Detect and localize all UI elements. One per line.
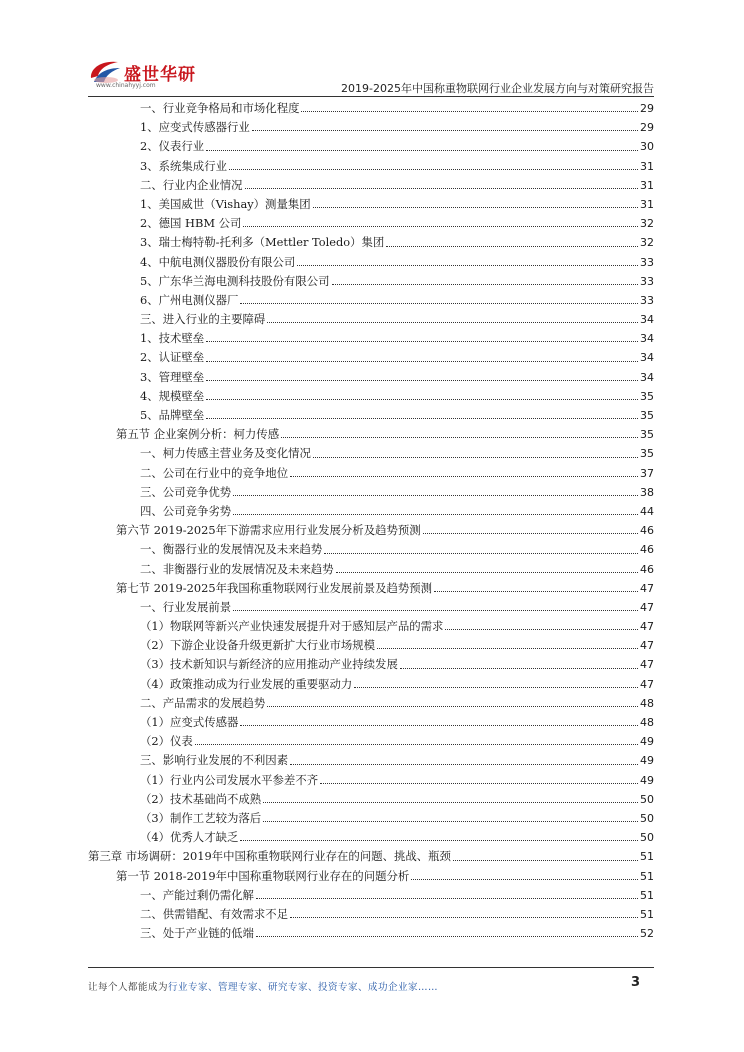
toc-entry-title: 2、德国 HBM 公司 xyxy=(140,216,242,231)
toc-entry-title: 第三章 市场调研：2019年中国称重物联网行业存在的问题、挑战、瓶颈 xyxy=(88,849,451,864)
toc-dot-leader xyxy=(240,303,638,304)
toc-dot-leader xyxy=(206,399,638,400)
toc-dot-leader xyxy=(206,341,638,342)
toc-entry[interactable] xyxy=(88,561,654,580)
toc-entry-title: 一、行业竞争格局和市场化程度 xyxy=(140,101,300,115)
toc-dot-leader xyxy=(324,553,638,554)
toc-entry[interactable] xyxy=(88,676,654,695)
page-header xyxy=(88,52,654,96)
toc-entry[interactable] xyxy=(88,349,654,368)
toc-entry-page: 34 xyxy=(640,332,654,346)
toc-entry-page: 33 xyxy=(640,293,654,307)
toc-entry-page: 35 xyxy=(640,447,654,461)
toc-entry-page: 47 xyxy=(640,620,654,634)
toc-entry-title: 第五节 企业案例分析：柯力传感 xyxy=(116,427,280,442)
toc-entry[interactable] xyxy=(88,868,654,887)
toc-entry-page: 51 xyxy=(640,869,654,883)
toc-entry[interactable] xyxy=(88,503,654,522)
toc-entry[interactable] xyxy=(88,752,654,771)
toc-entry-page: 49 xyxy=(640,773,654,787)
toc-entry-title: （4）优秀人才缺乏 xyxy=(140,830,239,845)
toc-entry-title: 二、公司在行业中的竞争地位 xyxy=(140,465,289,480)
toc-entry-page: 35 xyxy=(640,389,654,403)
toc-entry-title: 三、影响行业发展的不利因素 xyxy=(140,753,289,768)
toc-entry-title: （2）仪表 xyxy=(140,734,193,749)
toc-entry-page: 33 xyxy=(640,255,654,269)
toc-entry-page: 47 xyxy=(640,639,654,653)
toc-entry[interactable] xyxy=(88,791,654,810)
toc-entry-page: 46 xyxy=(640,562,654,576)
toc-entry-title: 二、产品需求的发展趋势 xyxy=(140,695,266,710)
toc-entry-title: 4、中航电测仪器股份有限公司 xyxy=(140,254,296,269)
toc-dot-leader xyxy=(256,936,638,937)
toc-entry[interactable] xyxy=(88,388,654,407)
toc-entry-title: （1）应变式传感器 xyxy=(140,715,239,729)
toc-entry-title: 4、规模壁垒 xyxy=(140,388,205,403)
toc-dot-leader xyxy=(195,744,638,745)
toc-entry[interactable] xyxy=(88,637,654,656)
toc-entry-title: （2）下游企业设备升级更新扩大行业市场规模 xyxy=(140,638,376,653)
toc-entry[interactable] xyxy=(88,522,654,541)
toc-entry-page: 46 xyxy=(640,543,654,557)
toc-entry-page: 48 xyxy=(640,716,654,729)
slogan-highlight: 行业专家、管理专家、研究专家、投资专家、成功企业家…… xyxy=(168,982,439,993)
toc-entry-title: 2、仪表行业 xyxy=(140,139,205,154)
toc-entry-title: 3、系统集成行业 xyxy=(140,158,227,173)
toc-entry-page: 47 xyxy=(640,677,654,691)
toc-dot-leader xyxy=(453,860,638,861)
toc-entry-title: （4）政策推动成为行业发展的重要驱动力 xyxy=(140,676,353,691)
toc-entry-title: 5、广东华兰海电测科技股份有限公司 xyxy=(140,273,330,288)
toc-entry[interactable] xyxy=(88,215,654,234)
toc-entry-title: 三、公司竞争优势 xyxy=(140,484,232,499)
toc-entry-title: 一、行业发展前景 xyxy=(140,599,232,614)
toc-entry-page: 31 xyxy=(640,197,654,211)
toc-entry-title: 一、柯力传感主营业务及变化情况 xyxy=(140,446,311,461)
toc-entry-title: 二、供需错配、有效需求不足 xyxy=(140,906,289,921)
toc-dot-leader xyxy=(206,418,638,419)
toc-entry-page: 34 xyxy=(640,370,654,384)
footer-slogan xyxy=(88,979,438,993)
toc-entry-title: 第六节 2019-2025年下游需求应用行业发展分析及趋势预测 xyxy=(116,523,421,538)
toc-entry[interactable] xyxy=(88,465,654,484)
toc-dot-leader xyxy=(233,495,638,496)
toc-dot-leader xyxy=(434,591,638,592)
toc-entry-title: 一、产能过剩仍需化解 xyxy=(140,887,254,902)
logo-url: www.chinahyyj.com xyxy=(96,82,156,89)
toc-entry-title: 5、品牌壁垒 xyxy=(140,408,205,422)
toc-entry-title: （2）技术基础尚不成熟 xyxy=(140,791,262,806)
toc-entry[interactable] xyxy=(88,100,654,119)
toc-dot-leader xyxy=(240,840,638,841)
toc-entry-page: 35 xyxy=(640,409,654,422)
toc-dot-leader xyxy=(423,533,638,534)
toc-entry-title: 一、衡器行业的发展情况及未来趋势 xyxy=(140,542,323,557)
header-divider xyxy=(88,96,654,97)
toc-dot-leader xyxy=(233,610,638,611)
footer-divider xyxy=(88,967,654,968)
toc-entry[interactable] xyxy=(88,714,654,733)
toc-entry[interactable] xyxy=(88,599,654,618)
toc-entry[interactable] xyxy=(88,234,654,253)
toc-dot-leader xyxy=(256,898,638,899)
toc-entry-title: 1、美国威世（Vishay）测量集团 xyxy=(140,196,311,211)
toc-dot-leader xyxy=(313,207,638,208)
toc-entry-page: 37 xyxy=(640,466,654,480)
toc-entry[interactable] xyxy=(88,330,654,349)
page-number: 3 xyxy=(630,975,640,990)
toc-entry[interactable] xyxy=(88,292,654,311)
toc-dot-leader xyxy=(240,725,638,726)
toc-dot-leader xyxy=(400,668,638,669)
company-logo xyxy=(88,52,208,92)
toc-entry-page: 29 xyxy=(640,121,654,135)
toc-entry[interactable] xyxy=(88,196,654,215)
toc-entry-title: （3）制作工艺较为落后 xyxy=(140,810,262,825)
toc-entry[interactable] xyxy=(88,445,654,464)
toc-entry-page: 48 xyxy=(640,696,654,710)
toc-entry-page: 35 xyxy=(640,428,654,442)
toc-dot-leader xyxy=(445,629,638,630)
toc-entry-title: 三、处于产业链的低端 xyxy=(140,926,254,941)
toc-entry-page: 30 xyxy=(640,140,654,154)
toc-entry-page: 31 xyxy=(640,178,654,192)
toc-dot-leader xyxy=(301,111,638,112)
toc-entry-title: 3、管理壁垒 xyxy=(140,369,205,384)
toc-dot-leader xyxy=(206,380,638,381)
toc-entry-page: 34 xyxy=(640,313,654,327)
toc-entry[interactable] xyxy=(88,273,654,292)
toc-entry[interactable] xyxy=(88,177,654,196)
toc-entry[interactable] xyxy=(88,119,654,138)
toc-entry[interactable] xyxy=(88,906,654,925)
toc-entry[interactable] xyxy=(88,656,654,675)
toc-entry-title: 第七节 2019-2025年我国称重物联网行业发展前景及趋势预测 xyxy=(116,580,433,595)
toc-entry-title: 1、应变式传感器行业 xyxy=(140,120,250,135)
logo-text: 盛世华研 xyxy=(124,65,196,85)
toc-entry-page: 50 xyxy=(640,811,654,825)
toc-entry-page: 32 xyxy=(640,217,654,231)
toc-entry[interactable] xyxy=(88,541,654,560)
toc-entry-title: 3、瑞士梅特勒-托利多（Mettler Toledo）集团 xyxy=(140,235,385,250)
toc-dot-leader xyxy=(313,457,638,458)
toc-entry-page: 31 xyxy=(640,159,654,173)
toc-entry[interactable] xyxy=(88,618,654,637)
toc-entry-title: 二、行业内企业情况 xyxy=(140,177,243,192)
toc-entry[interactable] xyxy=(88,772,654,791)
toc-entry-page: 47 xyxy=(640,658,654,672)
toc-dot-leader xyxy=(229,169,638,170)
toc-entry[interactable] xyxy=(88,426,654,445)
toc-dot-leader xyxy=(267,706,638,707)
page-footer xyxy=(88,975,654,995)
toc-entry-title: 二、非衡器行业的发展情况及未来趋势 xyxy=(140,561,334,576)
toc-entry[interactable] xyxy=(88,580,654,599)
toc-dot-leader xyxy=(411,879,638,880)
toc-entry-title: （1）物联网等新兴产业快速发展提升对于感知层产品的需求 xyxy=(140,619,444,634)
toc-entry-title: 四、公司竞争劣势 xyxy=(140,503,232,518)
toc-entry[interactable] xyxy=(88,733,654,752)
toc-entry-page: 51 xyxy=(640,850,654,864)
toc-entry-page: 51 xyxy=(640,907,654,921)
toc-entry-page: 38 xyxy=(640,485,654,499)
toc-entry-title: 第一节 2018-2019年中国称重物联网行业存在的问题分析 xyxy=(116,868,410,883)
toc-dot-leader xyxy=(252,130,638,131)
toc-entry-page: 49 xyxy=(640,735,654,749)
toc-entry-page: 44 xyxy=(640,504,654,518)
slogan-prefix: 让每个人都能成为 xyxy=(88,982,169,993)
toc-dot-leader xyxy=(290,764,638,765)
toc-entry-page: 34 xyxy=(640,351,654,365)
toc-entry-page: 50 xyxy=(640,831,654,845)
toc-entry-title: 6、广州电测仪器厂 xyxy=(140,292,239,307)
toc-entry[interactable] xyxy=(88,925,654,944)
toc-dot-leader xyxy=(332,284,639,285)
toc-dot-leader xyxy=(243,226,638,227)
toc-entry-page: 32 xyxy=(640,236,654,250)
toc-entry[interactable] xyxy=(88,829,654,848)
toc-dot-leader xyxy=(206,150,638,151)
toc-dot-leader xyxy=(245,188,638,189)
toc-entry-page: 49 xyxy=(640,754,654,768)
toc-entry-page: 33 xyxy=(640,274,654,288)
toc-entry[interactable] xyxy=(88,138,654,157)
toc-entry[interactable] xyxy=(88,887,654,906)
toc-entry-page: 47 xyxy=(640,600,654,614)
toc-entry[interactable] xyxy=(88,158,654,177)
toc-dot-leader xyxy=(336,572,638,573)
toc-dot-leader xyxy=(354,687,638,688)
toc-entry-title: 1、技术壁垒 xyxy=(140,331,205,346)
toc-dot-leader xyxy=(263,802,638,803)
toc-entry-title: 2、认证壁垒 xyxy=(140,350,205,365)
table-of-contents xyxy=(88,100,654,944)
toc-entry-page: 46 xyxy=(640,524,654,538)
toc-dot-leader xyxy=(233,514,638,515)
toc-dot-leader xyxy=(320,783,638,784)
toc-entry-page: 47 xyxy=(640,581,654,595)
toc-dot-leader xyxy=(290,917,638,918)
toc-entry[interactable] xyxy=(88,311,654,330)
toc-entry[interactable] xyxy=(88,369,654,388)
toc-dot-leader xyxy=(206,361,638,362)
toc-dot-leader xyxy=(263,821,638,822)
toc-dot-leader xyxy=(386,246,638,247)
toc-dot-leader xyxy=(297,265,638,266)
toc-dot-leader xyxy=(377,648,638,649)
toc-entry[interactable] xyxy=(88,810,654,829)
toc-entry-page: 50 xyxy=(640,792,654,806)
toc-dot-leader xyxy=(290,476,638,477)
toc-dot-leader xyxy=(267,322,638,323)
toc-entry-title: 三、进入行业的主要障碍 xyxy=(140,312,266,327)
toc-entry-title: （3）技术新知识与新经济的应用推动产业持续发展 xyxy=(140,657,398,672)
toc-entry-page: 29 xyxy=(640,102,654,115)
toc-entry[interactable] xyxy=(88,407,654,426)
toc-entry[interactable] xyxy=(88,484,654,503)
toc-entry-title: （1）行业内公司发展水平参差不齐 xyxy=(140,772,319,787)
toc-entry-page: 51 xyxy=(640,888,654,902)
toc-entry[interactable] xyxy=(88,254,654,273)
toc-entry[interactable] xyxy=(88,695,654,714)
toc-entry-page: 52 xyxy=(640,927,654,941)
toc-dot-leader xyxy=(281,437,638,438)
report-title: 2019-2025年中国称重物联网行业企业发展方向与对策研究报告 xyxy=(341,82,654,95)
toc-entry[interactable] xyxy=(88,848,654,867)
